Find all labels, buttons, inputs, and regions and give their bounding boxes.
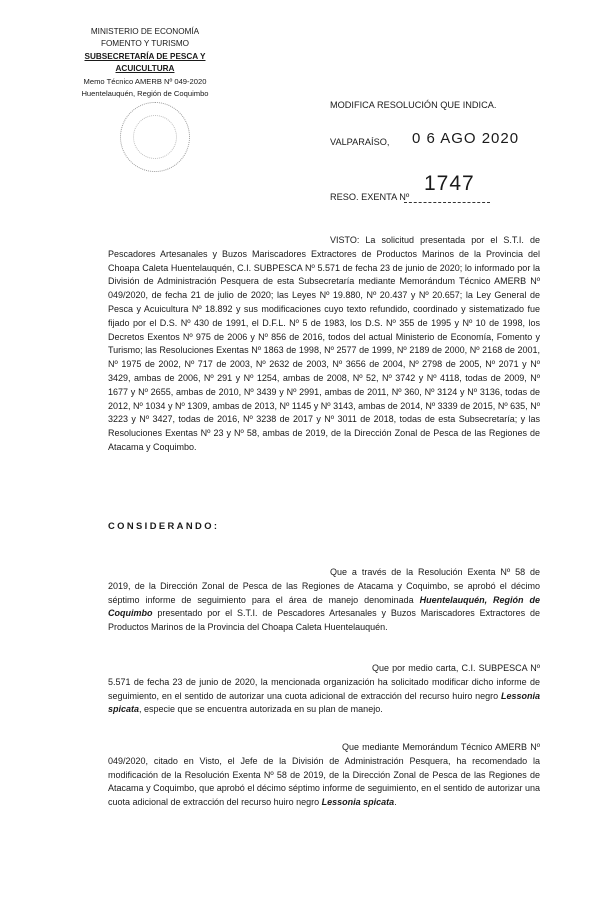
p3-species-name: Lessonia spicata	[321, 797, 395, 808]
date-stamp: 0 6 AGO 2020	[412, 130, 520, 147]
considerando-paragraph-3	[108, 741, 540, 810]
considerando-paragraph-2	[108, 662, 540, 717]
subsecretaria-name: SUBSECRETARÍA DE PESCA Y ACUICULTURA	[84, 51, 206, 74]
considerando-paragraph-1	[108, 566, 540, 635]
p3-text-a: Que mediante Memorándum Técnico AMERB Nº 049/2020, citado en Visto, el Jefe de la División de Administración Pesquera, ha recomendado la modificación de la Resolución Exenta Nº 58 de 2019, de la Dirección Zonal de Pesca de las Regiones de Atacama y Coquimbo, que aprobó el décimo séptimo informe de seguimiento, en el sentido de autorizar una cuota adicional de extracción del recurso huiro negro	[108, 742, 540, 808]
resolution-underline	[404, 202, 490, 203]
p1-text-a: Que a través de la Resolución Exenta Nº 58 de 2019, de la Dirección Zonal de Pesca de las Regiones de Atacama y Coquimbo, se aprobó el décimo séptimo informe de seguimiento para el área de manejo denominada	[108, 567, 540, 605]
p1-area-name: Huentelauquén, Región de Coquimbo	[108, 594, 541, 619]
visto-paragraph: VISTO: La solicitud presentada por el S.T.I. de Pescadores Artesanales y Buzos Mariscadores Extractores de Productos Marinos de la Provincia del Choapa Caleta Huentelauquén, C.I. SUBPESCA Nº 5.571 de fecha 23 de junio de 2020; lo informado por la División de Administración Pesquera de esta Subsecretaría mediante Memorándum Técnico AMERB Nº 049/2020, de fecha 21 de julio de 2020; las Leyes Nº 19.880, Nº 20.437 y Nº 20.657; la Ley General de Pesca y Acuicultura Nº 18.892 y sus modificaciones cuyo texto refundido, coordinado y sistematizado fue fijado por el D.S. Nº 430 de 1991, el D.F.L. Nº 5 de 1983, los D.S. Nº 355 de 1995 y Nº 10 de 1998, los Decretos Exentos Nº 975 de 2006 y Nº 856 de 2016, todos del actual Ministerio de Economía, Fomento y Turismo; las Resoluciones Exentas Nº 1863 de 1998, Nº 2577 de 1999, Nº 2189 de 2000, Nº 2168 de 2001, Nº 1975 de 2002, Nº 717 de 2003, Nº 2632 de 2003, Nº 3656 de 2004, Nº 2798 de 2005, Nº 2071 y Nº 3429, ambas de 2006, Nº 291 y Nº 1254, ambas de 2008, Nº 52, Nº 3742 y Nº 4118, todas de 2009, Nº 1677 y Nº 2655, ambas de 2010, Nº 3439 y Nº 2991, ambas de 2011, Nº 360, Nº 3124 y Nº 3136, todas de 2012, Nº 1034 y Nº 1309, ambas de 2013, Nº 1145 y Nº 3143, ambas de 2014, Nº 3339 de 2015, Nº 635, Nº 3223 y Nº 3427, todas de 2016, Nº 3238 de 2017 y Nº 3011 de 2018, todas de esta Subsecretaría; y las Resoluciones Exentas Nº 23 y Nº 58, ambas de 2019, de la Dirección Zonal de Pesca de las Regiones de Atacama y Coquimbo.	[108, 235, 540, 452]
p2-species-name: Lessonia spicata	[108, 690, 540, 715]
p2-text-c: , especie que se encuentra autorizada en su plan de manejo.	[139, 704, 383, 715]
seal-inner-ring	[133, 115, 177, 159]
p1-text-c: presentado por el S.T.I. de Pescadores Artesanales y Buzos Mariscadores Extractores de Productos Marinos de la Provincia del Choapa Caleta Huentelauquén.	[108, 608, 540, 633]
memo-reference: Memo Técnico AMERB Nº 049-2020	[83, 76, 207, 86]
ministry-name: MINISTERIO DE ECONOMÍA	[90, 27, 200, 36]
ministry-subtitle: FOMENTO Y TURISMO	[100, 39, 190, 49]
resolution-title: MODIFICA RESOLUCIÓN QUE INDICA.	[330, 100, 497, 110]
resolution-label: RESO. EXENTA Nº	[330, 192, 410, 202]
place-label: VALPARAÍSO,	[330, 137, 390, 147]
p3-text-c: .	[394, 797, 397, 808]
considerando-heading: CONSIDERANDO:	[108, 520, 220, 531]
location-reference: Huentelauquén, Región de Coquimbo	[81, 89, 209, 99]
resolution-number: 1747	[424, 172, 475, 195]
p2-text-a: Que por medio carta, C.I. SUBPESCA Nº 5.571 de fecha 23 de junio de 2020, la mencionada organización ha solicitado modificar dicho informe de seguimiento, en el sentido de autorizar una cuota adicional de extracción del recurso huiro negro	[108, 663, 540, 701]
letterhead	[55, 26, 235, 100]
official-seal-icon	[120, 102, 190, 172]
